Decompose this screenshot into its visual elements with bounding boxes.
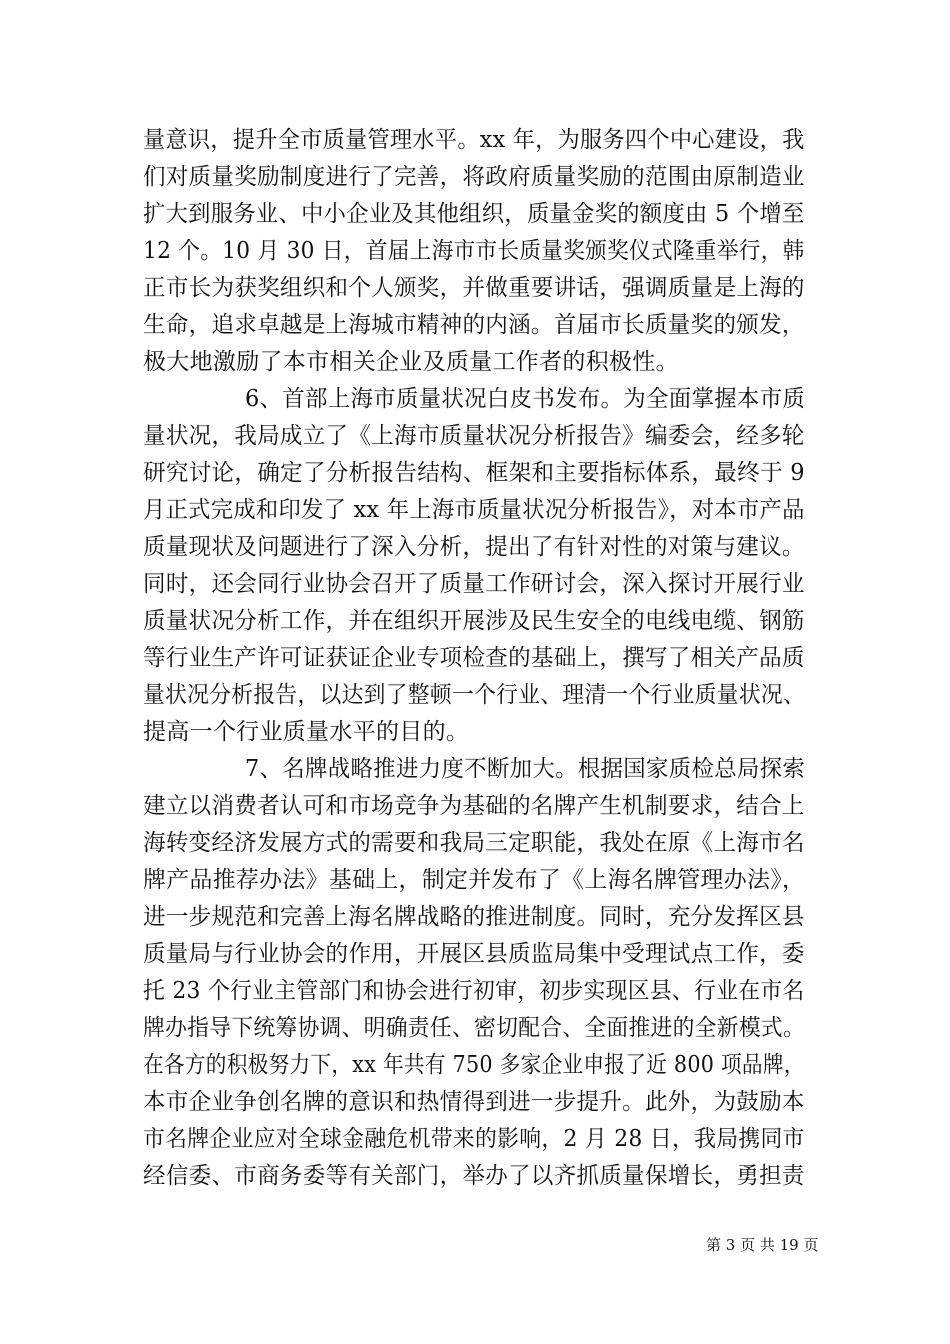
text-line: 本市企业争创名牌的意识和热情得到进一步提升。此外，为鼓励本 xyxy=(143,1089,805,1115)
text-line: 市名牌企业应对全球金融危机带来的影响，2 月 28 日，我局携同市 xyxy=(143,1126,805,1152)
text-line: 牌办指导下统筹协调、明确责任、密切配合、全面推进的全新模式。 xyxy=(143,1015,806,1041)
paragraph-heading-7: 7、名牌战略推进力度不断加大。根据国家质检总局探索 xyxy=(245,756,806,782)
text-line: 量意识，提升全市质量管理水平。xx 年，为服务四个中心建设，我 xyxy=(143,127,805,153)
text-line: 进一步规范和完善上海名牌战略的推进制度。同时，充分发挥区县 xyxy=(143,904,805,930)
paragraph-heading-6: 6、首部上海市质量状况白皮书发布。为全面掌握本市质 xyxy=(245,386,806,412)
text-line: 生命，追求卓越是上海城市精神的内涵。首届市长质量奖的颁发， xyxy=(143,312,805,338)
text-line: 等行业生产许可证获证企业专项检查的基础上，撰写了相关产品质 xyxy=(143,645,805,671)
text-line: 托 23 个行业主管部门和协会进行初审，初步实现区县、行业在市名 xyxy=(143,978,805,1004)
text-line: 扩大到服务业、中小企业及其他组织，质量金奖的额度由 5 个增至 xyxy=(143,201,805,227)
text-line: 经信委、市商务委等有关部门，举办了以齐抓质量保增长，勇担责 xyxy=(143,1163,805,1189)
text-line: 12 个。10 月 30 日，首届上海市市长质量奖颁奖仪式隆重举行，韩 xyxy=(143,238,805,264)
text-line: 研究讨论，确定了分析报告结构、框架和主要指标体系，最终于 9 xyxy=(143,460,805,486)
text-line: 质量状况分析工作，并在组织开展涉及民生安全的电线电缆、钢筋 xyxy=(143,608,805,634)
text-line: 极大地激励了本市相关企业及质量工作者的积极性。 xyxy=(143,349,679,375)
text-line: 同时，还会同行业协会召开了质量工作研讨会，深入探讨开展行业 xyxy=(143,571,805,597)
text-line: 牌产品推荐办法》基础上，制定并发布了《上海名牌管理办法》， xyxy=(143,867,806,893)
text-line: 提高一个行业质量水平的目的。 xyxy=(143,719,470,745)
text-line: 在各方的积极努力下，xx 年共有 750 多家企业申报了近 800 项品牌， xyxy=(143,1052,805,1078)
text-line: 量状况分析报告，以达到了整顿一个行业、理清一个行业质量状况、 xyxy=(143,682,806,708)
text-line: 质量现状及问题进行了深入分析，提出了有针对性的对策与建议。 xyxy=(143,534,805,560)
text-line: 月正式完成和印发了 xx 年上海市质量状况分析报告》，对本市产品 xyxy=(143,497,805,523)
text-line: 海转变经济发展方式的需要和我局三定职能，我处在原《上海市名 xyxy=(143,830,805,856)
text-line: 们对质量奖励制度进行了完善，将政府质量奖励的范围由原制造业 xyxy=(143,164,805,190)
text-line: 建立以消费者认可和市场竞争为基础的名牌产生机制要求，结合上 xyxy=(143,793,805,819)
text-line: 量状况，我局成立了《上海市质量状况分析报告》编委会，经多轮 xyxy=(143,423,805,449)
text-line: 质量局与行业协会的作用，开展区县质监局集中受理试点工作，委 xyxy=(143,941,805,967)
page-number-footer: 第 3 页 共 19 页 xyxy=(706,1236,819,1254)
text-line: 正市长为获奖组织和个人颁奖，并做重要讲话，强调质量是上海的 xyxy=(143,275,805,301)
